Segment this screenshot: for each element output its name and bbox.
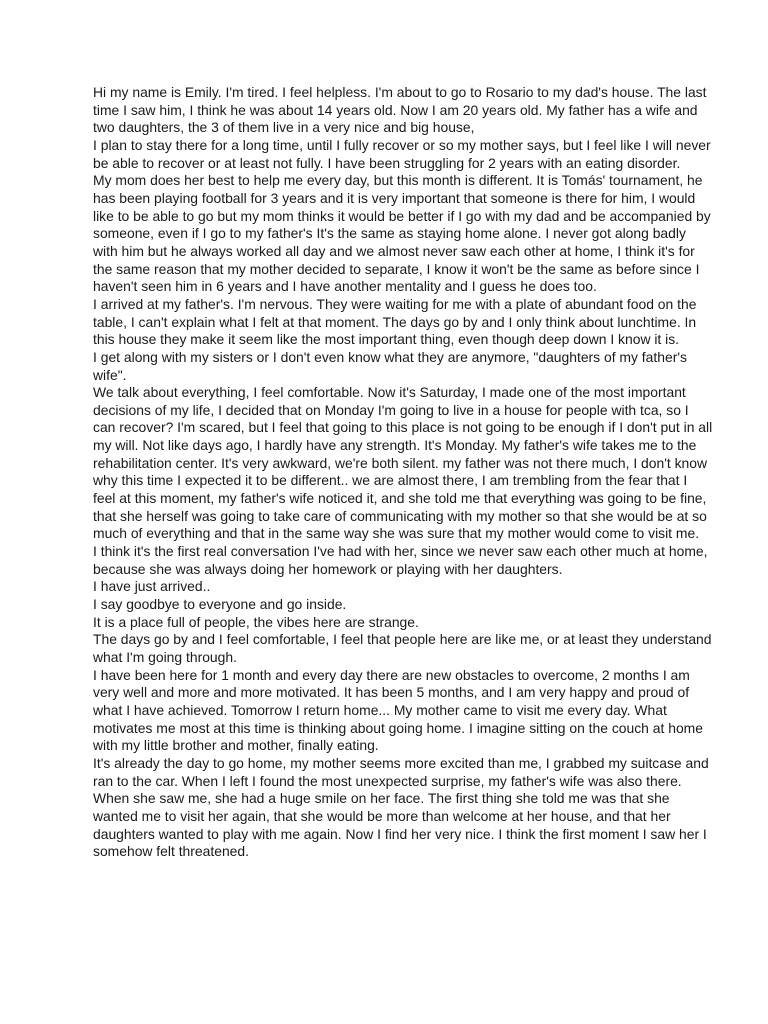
paragraph-just-arrived: I have just arrived.. [93, 578, 211, 595]
document-body [93, 84, 713, 861]
paragraph-sisters: I get along with my sisters or I don't even know what they are anymore, "daughters of my father's wife". [93, 348, 687, 383]
paragraph-say-goodbye: I say goodbye to everyone and go inside. [93, 596, 347, 613]
paragraph-place-full-of-people: It is a place full of people, the vibes here are strange. [93, 613, 419, 630]
paragraph-arrived-at-fathers: I arrived at my father's. I'm nervous. They were waiting for me with a plate of abundant food on the table, I can't explain what I felt at that moment. The days go by and I only think about lunchtime. In this house they make it seem like the most important thing, even though deep down I know it is. [93, 295, 697, 348]
paragraph-intro: Hi my name is Emily. I'm tired. I feel helpless. I'm about to go to Rosario to my dad's house. The last time I saw him, I think he was about 14 years old. Now I am 20 years old. My father has a wife and two daughters, the 3 of them live in a very nice and big house, [93, 84, 707, 136]
paragraph-plan-to-stay: I plan to stay there for a long time, until I fully recover or so my mother says, but I feel like I will never be able to recover or at least not fully. I have been struggling for 2 years with an eating disorder. [93, 136, 711, 171]
paragraph-first-real-conversation: I think it's the first real conversation I've had with her, since we never saw each other much at home, because she was always doing her homework or playing with her daughters. [93, 543, 708, 577]
paragraph-day-to-go-home: It's already the day to go home, my mother seems more excited than me, I grabbed my suitcase and ran to the car. When I left I found the most unexpected surprise, my father's wife was also there. When she saw me, she had a huge smile on her face. The first thing she told me was that she wanted me to visit her again, that she would be more than welcome at her house, and that her daughters wanted to play with me again. Now I find her very nice. I think the first moment I saw her I somehow felt threatened. [93, 754, 709, 860]
paragraph-talk-about-everything: We talk about everything, I feel comfortable. Now it's Saturday, I made one of the most important decisions of my life, I decided that on Monday I'm going to live in a house for people with tca, so I can recover? I'm scared, but I feel that going to this place is not going to be enough if I don't put in all my will. Not like days ago, I hardly have any strength. It's Monday. My father's wife takes me to the rehabilitation center. It's very awkward, we're both silent. my father was not there much, I don't know why this time I expected it to be different.. we are almost there, I am trembling from the fear that I feel at this moment, my father's wife noticed it, and she told me that everything was going to be fine, that she herself was going to take care of communicating with my mother so that she would be at so much of everything and that in the same way she was sure that my mother would come to visit me. [93, 384, 713, 542]
paragraph-one-month: I have been here for 1 month and every day there are new obstacles to overcome, 2 months I am very well and more and more motivated. It has been 5 months, and I am very happy and proud of what I have achieved. Tomorrow I return home... My mother came to visit me every day. What motivates me most at this time is thinking about going home. I imagine sitting on the couch at home with my little brother and mother, finally eating. [93, 666, 703, 754]
paragraph-mom-does-her-best: My mom does her best to help me every day, but this month is different. It is Tomás' tournament, he has been playing football for 3 years and it is very important that someone is there for him, I would like to be able to go but my mom thinks it would be better if I go with my dad and be accompanied by someone, even if I go to my father's It's the same as staying home alone. I never got along badly with him but he always worked all day and we almost never saw each other at home, I think it's for the same reason that my mother decided to separate, I know it won't be the same as before since I haven't seen him in 6 years and I have another mentality and I guess he does too. [93, 172, 711, 295]
paragraph-days-go-by: The days go by and I feel comfortable, I feel that people here are like me, or at least they understand what I'm going through. [93, 631, 712, 665]
